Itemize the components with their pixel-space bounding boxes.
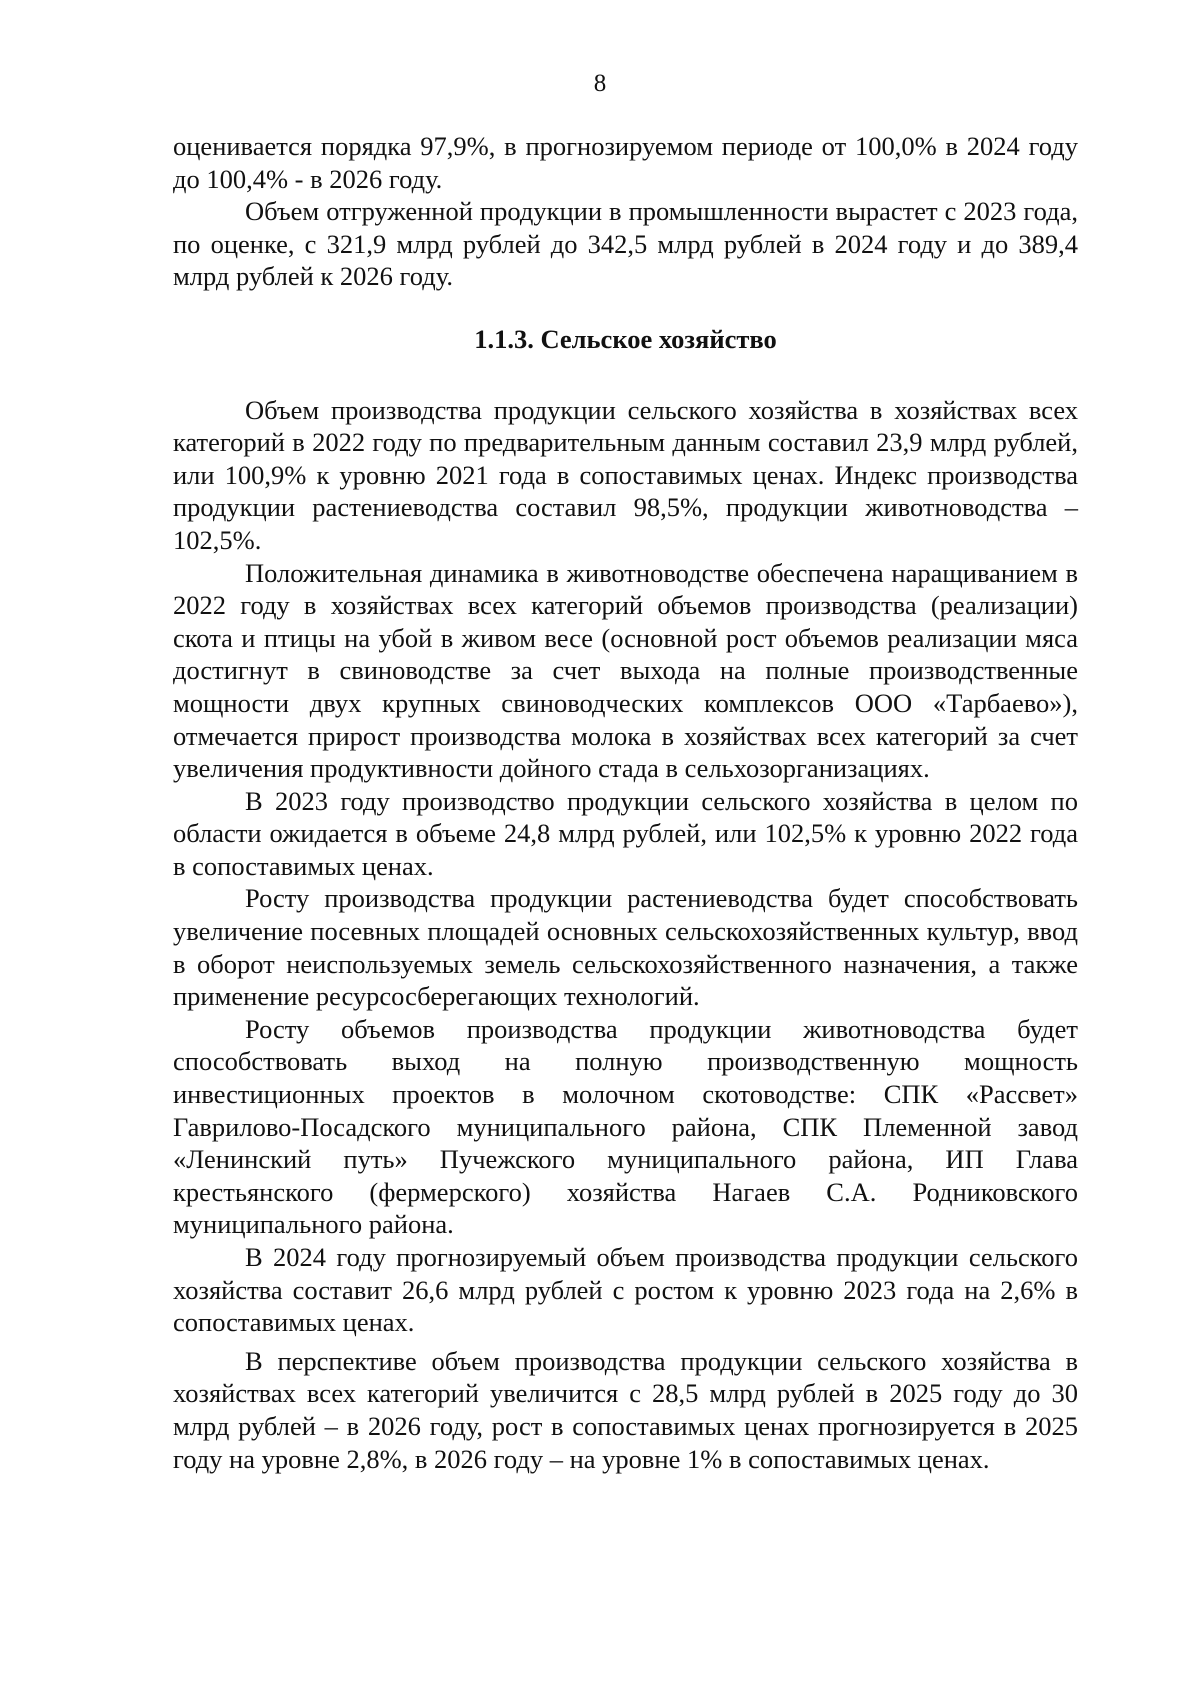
page-number: 8 bbox=[593, 70, 607, 97]
document-body bbox=[173, 130, 1078, 1475]
paragraph-livestock-growth: Росту объемов производства продукции животноводства будет способствовать выход на полную производственную мощность инвестиционных проектов в молочном скотоводстве: СПК «Рассвет» Гаврилово-Посадского муниципального района, СПК Племенной завод «Ленинский путь» Пучежского муниципального района, ИП Глава крестьянского (фермерского) хозяйства Нагаев С.А. Родниковского муниципального района. bbox=[173, 1013, 1078, 1240]
paragraph-agri-2024: В 2024 году прогнозируемый объем производства продукции сельского хозяйства составит 26,6 млрд рублей с ростом к уровню 2023 года на 2,6% в сопоставимых ценах. bbox=[173, 1242, 1078, 1338]
paragraph-agri-outlook: В перспективе объем производства продукции сельского хозяйства в хозяйствах всех категорий увеличится с 28,5 млрд рублей в 2025 году до 30 млрд рублей – в 2026 году, рост в сопоставимых ценах прогнозируется в 2025 году на уровне 2,8%, в 2026 году – на уровне 1% в сопоставимых ценах. bbox=[173, 1345, 1078, 1474]
paragraph-livestock-dynamics: Положительная динамика в животноводстве обеспечена наращиванием в 2022 году в хозяйствах всех категорий объемов производства (реализации) скота и птицы на убой в живом весе (основной рост объемов реализации мяса достигнут в свиноводстве за счет выхода на полные производственные мощности двух крупных свиноводческих комплексов ООО «Тарбаево»), отмечается прирост производства молока в хозяйствах всех категорий за счет увеличения продуктивности дойного стада в сельхозорганизациях. bbox=[173, 557, 1078, 784]
paragraph-agri-2022: Объем производства продукции сельского хозяйства в хозяйствах всех категорий в 2022 году по предварительным данным составил 23,9 млрд рублей, или 100,9% к уровню 2021 года в сопоставимых ценах. Индекс производства продукции растениеводства составил 98,5%, продукции животноводства – 102,5%. bbox=[173, 394, 1078, 555]
paragraph-crop-growth: Росту производства продукции растениеводства будет способствовать увеличение посевных площадей основных сельскохозяйственных культур, ввод в оборот неиспользуемых земель сельскохозяйственного назначения, а также применение ресурсосберегающих технологий. bbox=[173, 883, 1078, 1012]
paragraph-industry-shipment: Объем отгруженной продукции в промышленности вырастет с 2023 года, по оценке, с 321,9 млрд рублей до 342,5 млрд рублей в 2024 году и до 389,4 млрд рублей к 2026 году. bbox=[173, 196, 1078, 292]
paragraph-agri-2023: В 2023 году производство продукции сельского хозяйства в целом по области ожидается в объеме 24,8 млрд рублей, или 102,5% к уровню 2022 года в сопоставимых ценах. bbox=[173, 785, 1078, 881]
section-title: 1.1.3. Сельское хозяйство bbox=[474, 323, 777, 354]
paragraph-continuation: оценивается порядка 97,9%, в прогнозируемом периоде от 100,0% в 2024 году до 100,4% - в 2026 году. bbox=[173, 131, 1078, 194]
